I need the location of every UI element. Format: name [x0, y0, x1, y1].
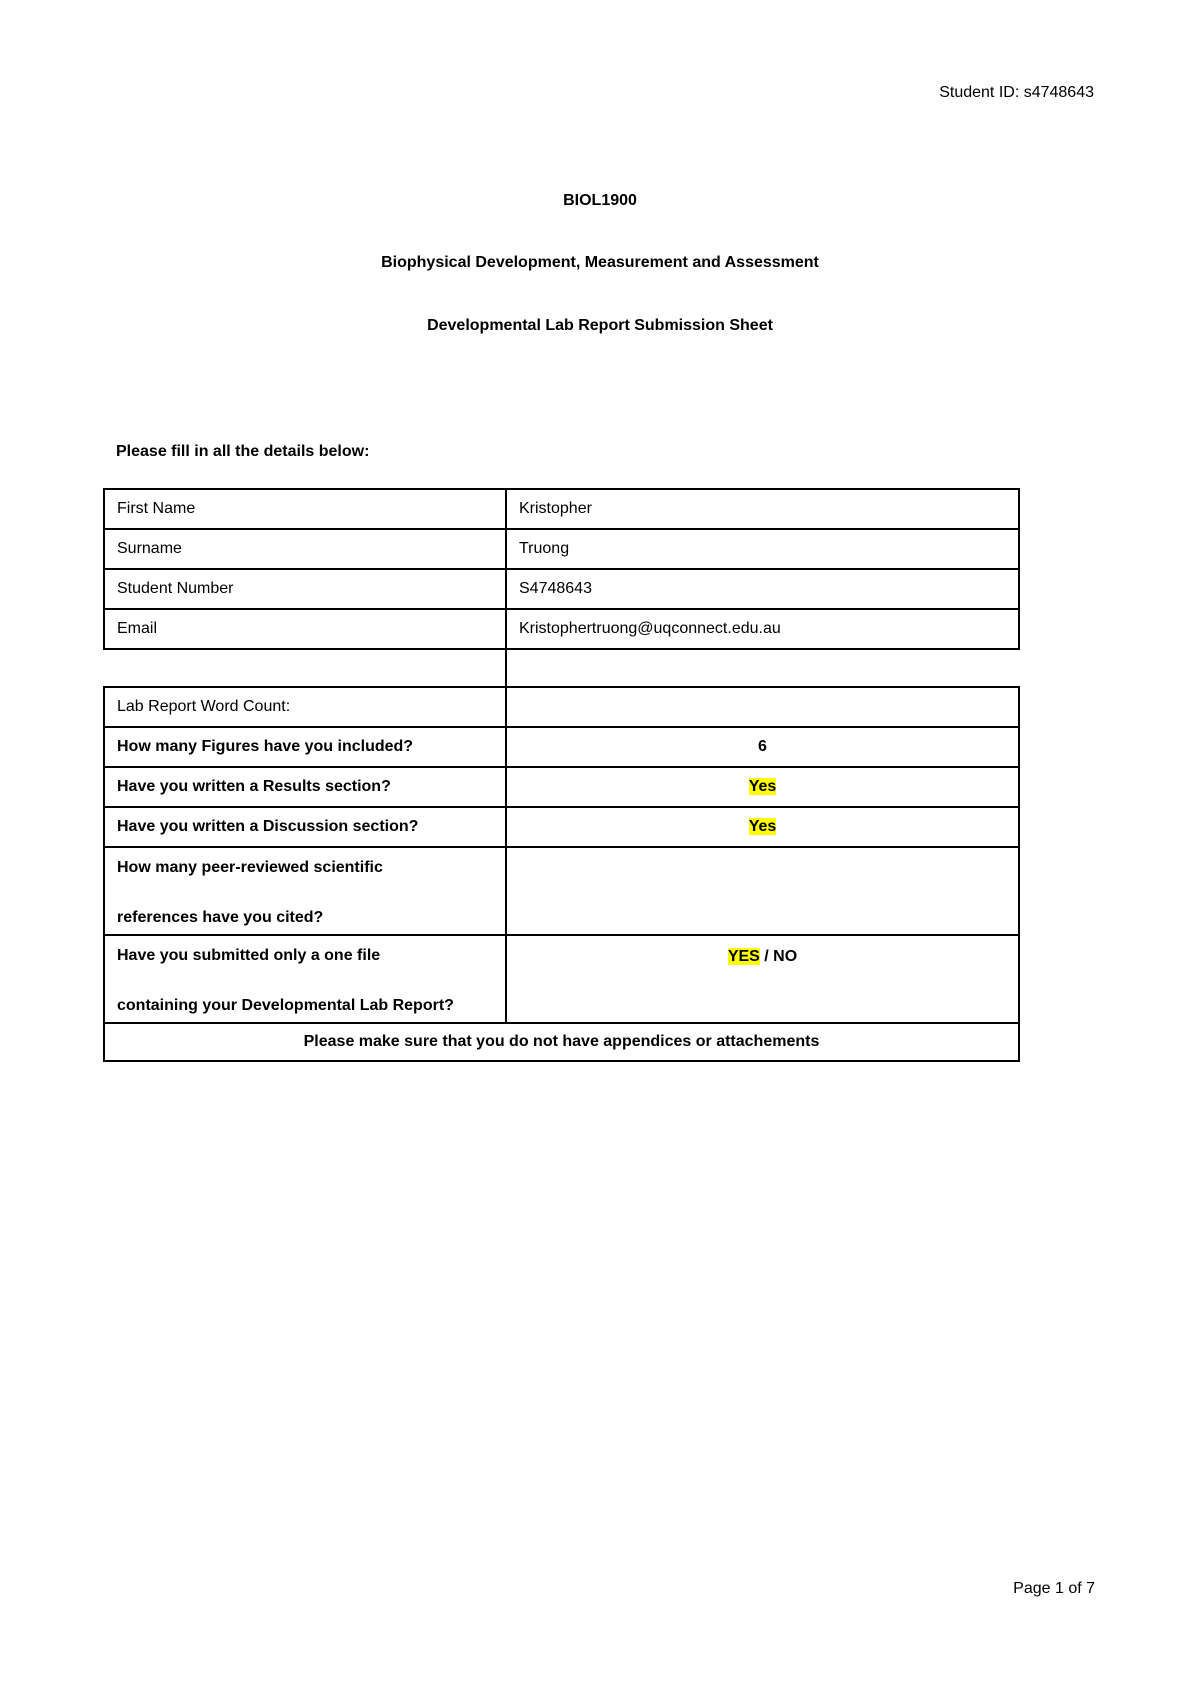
- email-value[interactable]: Kristophertruong@uqconnect.edu.au: [506, 609, 1019, 649]
- spacer-cell: [104, 649, 506, 687]
- table-row: [104, 687, 1019, 727]
- table-row: [104, 569, 1019, 609]
- student-id-header: Student ID: s4748643: [939, 84, 1094, 101]
- results-value: Yes: [748, 778, 777, 795]
- discussion-value: Yes: [748, 818, 777, 835]
- table-row: [104, 807, 1019, 847]
- discussion-value-cell[interactable]: [506, 807, 1019, 847]
- references-label-line1: How many peer-reviewed scientific: [117, 859, 383, 876]
- figures-label: How many Figures have you included?: [104, 727, 506, 767]
- table-row: [104, 609, 1019, 649]
- title-block: [0, 192, 1200, 335]
- surname-label: Surname: [104, 529, 506, 569]
- student-number-label: Student Number: [104, 569, 506, 609]
- figures-value[interactable]: 6: [506, 727, 1019, 767]
- results-label: Have you written a Results section?: [104, 767, 506, 807]
- course-name: Biophysical Development, Measurement and Assessment: [381, 254, 819, 271]
- instruction-text: Please fill in all the details below:: [116, 443, 370, 460]
- references-label-line2: references have you cited?: [117, 909, 324, 926]
- first-name-label: First Name: [104, 489, 506, 529]
- course-code: BIOL1900: [563, 192, 637, 209]
- references-value[interactable]: [506, 847, 1019, 935]
- table-row: [104, 847, 1019, 935]
- one-file-no: NO: [773, 948, 798, 965]
- sheet-title: Developmental Lab Report Submission Sheet: [427, 317, 773, 334]
- references-label: [104, 847, 506, 935]
- one-file-yes: YES: [727, 948, 760, 965]
- table-row: [104, 727, 1019, 767]
- table-row: [104, 1023, 1019, 1061]
- one-file-value-cell[interactable]: [506, 935, 1019, 1023]
- one-file-label: [104, 935, 506, 1023]
- submission-table: [103, 488, 1020, 1062]
- table-row: [104, 767, 1019, 807]
- one-file-label-line1: Have you submitted only a one file: [117, 947, 381, 964]
- results-value-cell[interactable]: [506, 767, 1019, 807]
- one-file-separator: /: [759, 948, 774, 965]
- word-count-label: Lab Report Word Count:: [104, 687, 506, 727]
- table-row: [104, 529, 1019, 569]
- footer-note: Please make sure that you do not have appendices or attachements: [104, 1023, 1019, 1061]
- spacer-row: [104, 649, 1019, 687]
- spacer-cell: [506, 649, 1019, 687]
- first-name-value[interactable]: Kristopher: [506, 489, 1019, 529]
- surname-value[interactable]: Truong: [506, 529, 1019, 569]
- discussion-label: Have you written a Discussion section?: [104, 807, 506, 847]
- word-count-value[interactable]: [506, 687, 1019, 727]
- table-row: [104, 935, 1019, 1023]
- page-number: Page 1 of 7: [1013, 1580, 1095, 1597]
- email-label: Email: [104, 609, 506, 649]
- table-row: [104, 489, 1019, 529]
- student-number-value[interactable]: S4748643: [506, 569, 1019, 609]
- one-file-label-line2: containing your Developmental Lab Report?: [117, 997, 454, 1014]
